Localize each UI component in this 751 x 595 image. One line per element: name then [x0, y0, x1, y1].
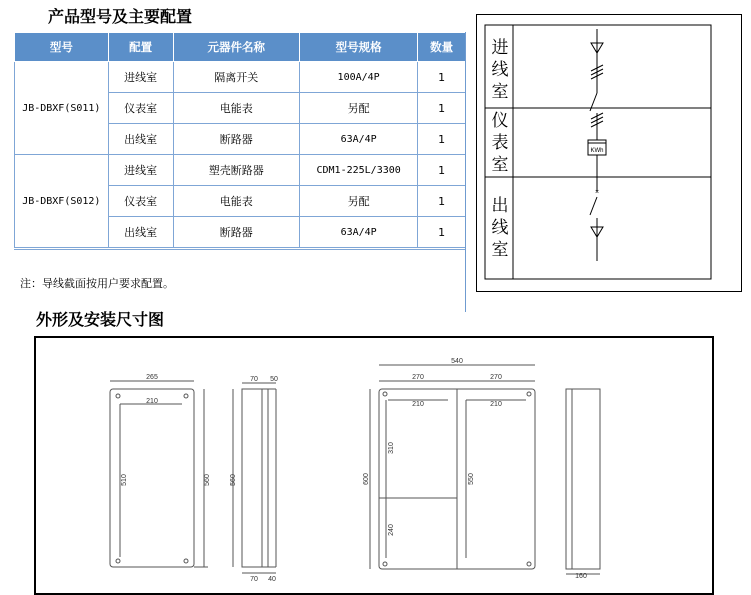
- config-cell: 仪表室: [108, 93, 173, 124]
- large-side-view: [566, 389, 600, 574]
- spec-cell: 63A/4P: [299, 217, 417, 248]
- schematic-drawing: [477, 15, 741, 291]
- table-note: 注：导线截面按用户要求配置。: [20, 277, 174, 290]
- dim-label: 560: [230, 474, 237, 486]
- config-cell: 进线室: [108, 155, 173, 186]
- col-qty: 数量: [418, 33, 466, 62]
- dim-label: 550: [468, 473, 475, 485]
- component-cell: 电能表: [173, 93, 299, 124]
- qty-cell: 1: [418, 93, 466, 124]
- dim-label: 265: [146, 374, 158, 381]
- small-front-view: [110, 381, 208, 567]
- col-model: 型号: [15, 33, 109, 62]
- meter-label: KWh: [590, 148, 604, 154]
- config-cell: 出线室: [108, 217, 173, 248]
- config-cell: 进线室: [108, 62, 173, 93]
- component-cell: 隔离开关: [173, 62, 299, 93]
- table-right-edge: [465, 32, 466, 312]
- dim-label: 560: [204, 474, 211, 486]
- spec-cell: 100A/4P: [299, 62, 417, 93]
- large-front-view: [370, 365, 535, 569]
- qty-cell: 1: [418, 62, 466, 93]
- dim-label: 240: [388, 524, 395, 536]
- breaker-switch-icon: [590, 197, 597, 215]
- dim-label: 210: [146, 398, 158, 405]
- spec-table: [14, 32, 466, 248]
- small-side-view: [233, 383, 276, 573]
- schematic-panel: [476, 14, 742, 292]
- dimensions-heading: 外形及安装尺寸图: [36, 310, 165, 329]
- table-row: [15, 62, 466, 93]
- qty-cell: 1: [418, 124, 466, 155]
- dim-label: 50: [270, 376, 278, 383]
- note-divider: [14, 249, 466, 250]
- dim-label: 70: [250, 376, 258, 383]
- dim-label: 210: [412, 401, 424, 408]
- room-label-meter: 仪 表 室: [491, 111, 509, 175]
- config-cell: 出线室: [108, 124, 173, 155]
- spec-cell: 另配: [299, 93, 417, 124]
- dim-label: 510: [121, 474, 128, 486]
- breaker-cross-icon: ×: [594, 189, 600, 196]
- dim-label: 540: [451, 358, 463, 365]
- dim-label: 270: [490, 374, 502, 381]
- component-cell: 断路器: [173, 124, 299, 155]
- table-header-row: [15, 33, 466, 62]
- col-spec: 型号规格: [299, 33, 417, 62]
- dimension-drawing-frame: [34, 336, 714, 595]
- dim-label: 160: [575, 573, 587, 580]
- component-cell: 电能表: [173, 186, 299, 217]
- table-row: [15, 155, 466, 186]
- spec-cell: 另配: [299, 186, 417, 217]
- col-config: 配置: [108, 33, 173, 62]
- spec-cell: 63A/4P: [299, 124, 417, 155]
- config-cell: 仪表室: [108, 186, 173, 217]
- model-cell: JB-DBXF(S011): [15, 62, 109, 155]
- qty-cell: 1: [418, 217, 466, 248]
- room-label-incoming: 进 线 室: [491, 38, 509, 102]
- qty-cell: 1: [418, 155, 466, 186]
- dim-label: 40: [268, 576, 276, 583]
- dim-label: 70: [250, 576, 258, 583]
- dim-label: 310: [388, 442, 395, 454]
- config-heading: 产品型号及主要配置: [48, 7, 193, 26]
- dim-label: 270: [412, 374, 424, 381]
- component-cell: 断路器: [173, 217, 299, 248]
- dim-label: 210: [490, 401, 502, 408]
- dimension-drawing: [36, 338, 712, 593]
- spec-cell: CDM1-225L/3300: [299, 155, 417, 186]
- qty-cell: 1: [418, 186, 466, 217]
- model-cell: JB-DBXF(S012): [15, 155, 109, 248]
- dim-label: 600: [363, 473, 370, 485]
- col-component: 元器件名称: [173, 33, 299, 62]
- component-cell: 塑壳断路器: [173, 155, 299, 186]
- room-label-outgoing: 出 线 室: [491, 196, 509, 260]
